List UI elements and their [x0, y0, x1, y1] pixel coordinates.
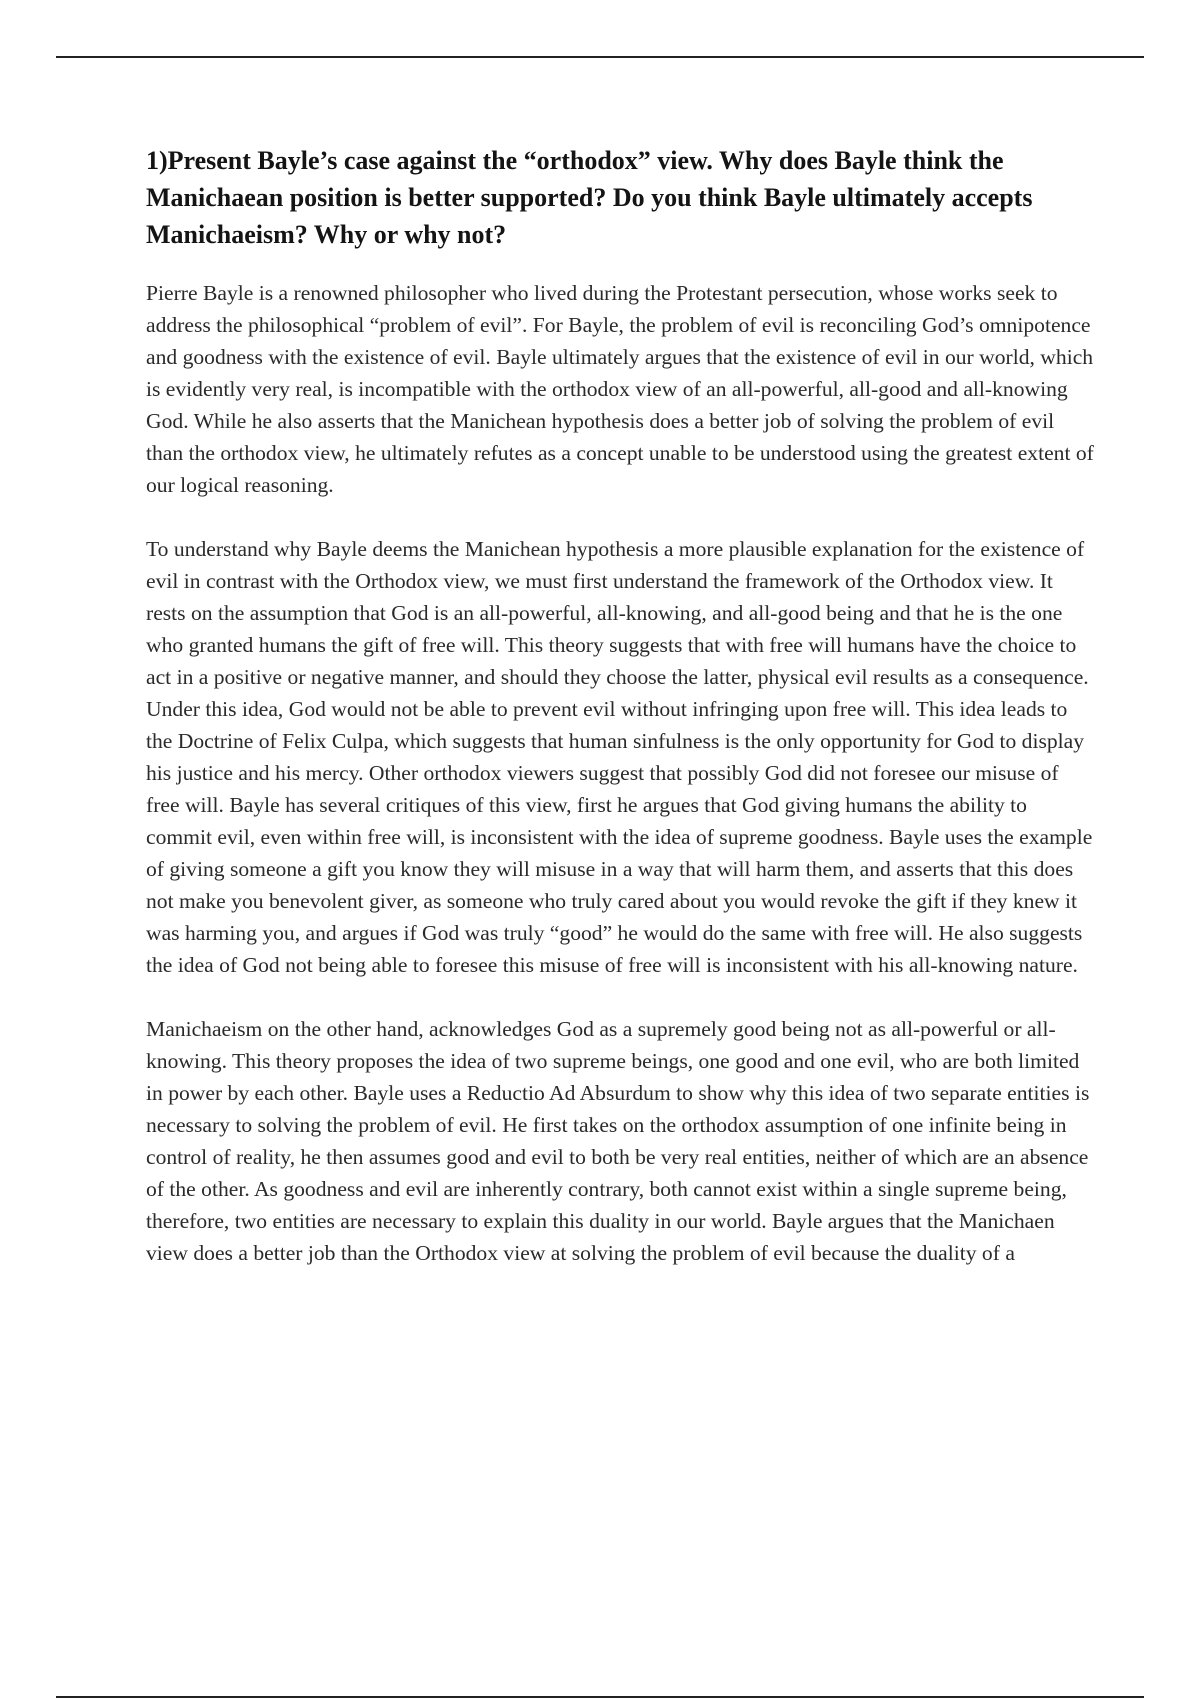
question-heading: 1)Present Bayle’s case against the “orthodox” view. Why does Bayle think the Manichaean position is better supported? Do you think Bayle ultimately accepts Manichaeism? Why or why not? — [146, 146, 1033, 249]
document-body — [146, 142, 1096, 1301]
bottom-rule — [56, 1696, 1144, 1698]
paragraph-orthodox-view: To understand why Bayle deems the Manichean hypothesis a more plausible explanation for the existence of evil in contrast with the Orthodox view, we must first understand the framework of the Orthodox view. It rests on the assumption that God is an all-powerful, all-knowing, and all-good being and that he is the one who granted humans the gift of free will. This theory suggests that with free will humans have the choice to act in a positive or negative manner, and should they choose the latter, physical evil results as a consequence. Under this idea, God would not be able to prevent evil without infringing upon free will. This idea leads to the Doctrine of Felix Culpa, which suggests that human sinfulness is the only opportunity for God to display his justice and his mercy. Other orthodox viewers suggest that possibly God did not foresee our misuse of free will. Bayle has several critiques of this view, first he argues that God giving humans the ability to commit evil, even within free will, is inconsistent with the idea of supreme goodness. Bayle uses the example of giving someone a gift you know they will misuse in a way that will harm them, and asserts that this does not make you benevolent giver, as someone who truly cared about you would revoke the gift if they knew it was harming you, and argues if God was truly “good” he would do the same with free will. He also suggests the idea of God not being able to foresee this misuse of free will is inconsistent with his all-knowing nature. — [146, 537, 1093, 977]
top-rule — [56, 56, 1144, 58]
paragraph-intro: Pierre Bayle is a renowned philosopher who lived during the Protestant persecution, whose works seek to address the philosophical “problem of evil”. For Bayle, the problem of evil is reconciling God’s omnipotence and goodness with the existence of evil. Bayle ultimately argues that the existence of evil in our world, which is evidently very real, is incompatible with the orthodox view of an all-powerful, all-good and all-knowing God. While he also asserts that the Manichean hypothesis does a better job of solving the problem of evil than the orthodox view, he ultimately refutes as a concept unable to be understood using the greatest extent of our logical reasoning. — [146, 281, 1094, 497]
paragraph-manichaeism: Manichaeism on the other hand, acknowledges God as a supremely good being not as all-powerful or all-knowing. This theory proposes the idea of two supreme beings, one good and one evil, who are both limited in power by each other. Bayle uses a Reductio Ad Absurdum to show why this idea of two separate entities is necessary to solving the problem of evil. He first takes on the orthodox assumption of one infinite being in control of reality, he then assumes good and evil to both be very real entities, neither of which are an absence of the other. As goodness and evil are inherently contrary, both cannot exist within a single supreme being, therefore, two entities are necessary to explain this duality in our world. Bayle argues that the Manichaen view does a better job than the Orthodox view at solving the problem of evil because the duality of a — [146, 1017, 1090, 1265]
